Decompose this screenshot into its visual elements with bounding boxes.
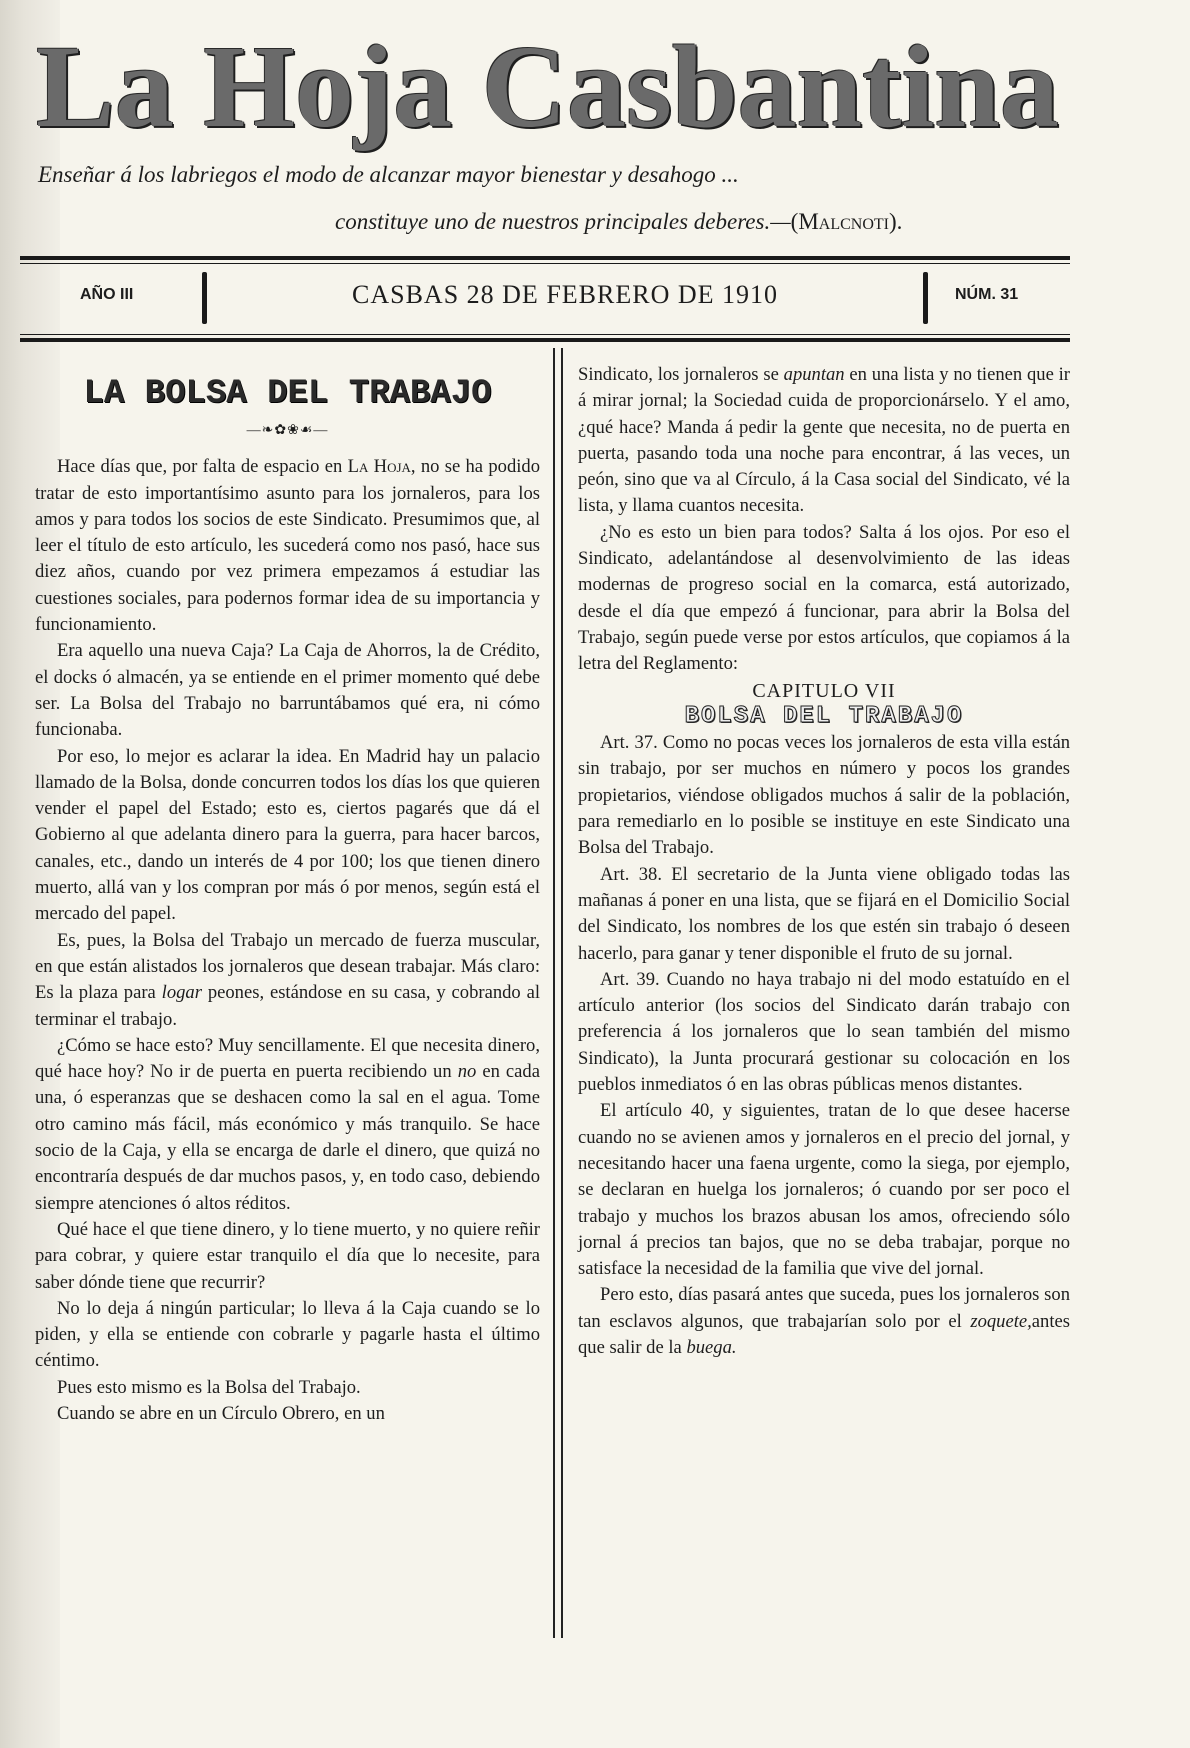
issue-year: AÑO III [80, 286, 134, 303]
paragraph: Era aquello una nueva Caja? La Caja de Ahorros, la de Crédito, el docks ó almacén, ya se entiende en el primer momento qué debe ser. La Bolsa del Trabajo no barruntábamos qué era, ni cómo funcionaba. [35, 640, 540, 741]
header-rule-top-thin [20, 263, 1070, 264]
paragraph-text: Sindicato, los jornaleros se [578, 364, 779, 385]
article-37: Art. 37. Como no pocas veces los jornaleros de esta villa están sin trabajo, por ser muchos en número y pocos los grandes propietarios, viéndose obligados muchos á salir de la población, para remediarlo en lo posible se instituye en este Sindicato una Bolsa del Trabajo. [578, 732, 1070, 859]
paragraph-text: Pero esto, días pasará antes que suceda, pues los jornaleros son tan esclavos algunos, que trabajarían solo por el [578, 1284, 1070, 1332]
dateline-divider-right [923, 272, 928, 324]
paragraph: El artículo 40, y siguientes, tratan de lo que desee hacerse cuando no se avienen amos y jornaleros en el precio del jornal, y necesitando hacer una faena urgente, como la siega, por ejemplo, se declaran en huelga los jornaleros; ó cuando por ser poco el trabajo y muchos los brazos abusan los amos, ofreciendo sólo jornal á precios tan bajos, que no se deba trabajar, porque no satisface la necesidad de la familia que vive del jornal. [578, 1100, 1070, 1280]
chapter-title: BOLSA DEL TRABAJO [684, 702, 964, 730]
issue-date: CASBAS 28 DE FEBRERO DE 1910 [352, 280, 778, 309]
newspaper-name-inline: La Hoja, [347, 456, 416, 478]
right-column [578, 362, 1070, 1361]
header-rule-top [20, 256, 1070, 260]
masthead-motto-line2 [335, 207, 1070, 237]
masthead-title: La Hoja Casbantina [36, 21, 1059, 152]
paragraph-text: Es, pues, la Bolsa del Trabajo un mercado de fuerza muscular, en que están alistados los jornaleros que desean trabajar. Más claro: Es la plaza para [35, 929, 540, 1004]
italic-word: no [457, 1061, 477, 1083]
paragraph: ¿No es esto un bien para todos? Salta á los ojos. Por eso el Sindicato, adelantándose al desenvolvimiento de las ideas modernas de progreso social en la comarca, está autorizado, desde el día que empezó á funcionar, para abrir la Bolsa del Trabajo, según puede verse por estos artículos, que copiamos á la letra del Reglamento: [578, 521, 1070, 675]
motto-line2-text: constituye uno de nuestros principales deberes.— [335, 209, 791, 234]
paragraph [578, 1282, 1070, 1361]
column-divider [553, 348, 563, 1638]
left-column [35, 370, 540, 1427]
motto-author: (Malcnoti). [790, 209, 903, 234]
masthead-motto-line1: Enseñar á los labriegos el modo de alcanzar mayor bienestar y desahogo ... [38, 162, 739, 187]
italic-word: apuntan [783, 364, 845, 385]
article-headline: LA BOLSA DEL TRABAJO [83, 375, 492, 413]
paragraph-text: Hace días que, por falta de espacio en [57, 456, 343, 478]
paragraph-text: no se ha podido tratar de esto importantísimo asunto para los jornaleros, para los amos y para todos los socios de este Sindicato. Presumimos que, al leer el título de esto artículo, les sucederá como nos pasó, hace sus diez años, cuando por vez primera empezamos á estudiar las cuestiones sociales, para podernos formar idea de su importancia y funcionamiento. [35, 456, 541, 636]
header-rule-bottom [20, 338, 1070, 342]
paragraph-text: en una lista y no tienen que ir á mirar jornal; la Sociedad cuida de proporcionárselo. Y el amo, ¿qué hace? Manda á pedir la gente que necesita, no de puerta en puerta, pasando toda una noche para encontrar, á las veces, un peón, sino que va al Círculo, á la Casa social del Sindicato, vé la lista, y llama cuantos necesita. [578, 364, 1070, 517]
paragraph [35, 1033, 540, 1217]
chapter-heading: CAPITULO VII [752, 679, 896, 702]
header-rule-bottom-thin [20, 334, 1070, 335]
paragraph: Cuando se abre en un Círculo Obrero, en un [57, 1402, 385, 1424]
paragraph-text: en cada una, ó esperanzas que se deshacen como la sal en el agua. Tome otro camino más fácil, más económico y más tranquilo. Se hace socio de la Caja, y ella se encarga de darle el dinero, que quizá no encontraría después de dar muchos pasos, y, en todo caso, debiendo siempre atenciones ó altos réditos. [35, 1061, 540, 1214]
paragraph: Pues esto mismo es la Bolsa del Trabajo. [57, 1376, 361, 1398]
paragraph [35, 928, 540, 1033]
paragraph: Qué hace el que tiene dinero, y lo tiene muerto, y no quiere reñir para cobrar, y quiere estar tranquilo el día que lo necesite, para saber dónde tiene que recurrir? [35, 1218, 540, 1293]
article-39: Art. 39. Cuando no haya trabajo ni del modo estatuído en el artículo anterior (los socios del Sindicato darán trabajo con preferencia á los jornaleros que lo sean también del mismo Sindicato), la Junta procurará gestionar su colocación en los pueblos inmediatos ó en las obras públicas menos distantes. [578, 968, 1070, 1096]
issue-number: NÚM. 31 [955, 286, 1019, 303]
paragraph [35, 454, 540, 638]
paragraph-text: ¿Cómo se hace esto? Muy sencillamente. El que necesita dinero, qué hace hoy? No ir de puerta en puerta recibiendo un [35, 1034, 540, 1083]
dateline-divider-left [202, 272, 207, 324]
article-38: Art. 38. El secretario de la Junta viene obligado todas las mañanas á poner en una lista, que se fijará en el Domicilio Social del Sindicato, los nombres de los que estén sin trabajo ó deseen hacerlo, para ganar y tener disponible el fruto de su jornal. [578, 863, 1070, 964]
ornament-divider: —❧✿❀☙— [246, 423, 329, 438]
paragraph: Por eso, lo mejor es aclarar la idea. En Madrid hay un palacio llamado de la Bolsa, donde concurren todos los días los que quieren vender el papel del Estado; esto es, ciertos pagarés que dá el Gobierno al que adelanta dinero para la guerra, para hacer barcos, canales, etc., dando un interés de 4 por 100; los que tienen dinero muerto, allá van y los compran por más ó por menos, según está el mercado del papel. [35, 745, 541, 925]
paragraph: No lo deja á ningún particular; lo lleva á la Caja cuando se lo piden, y ella se entiende con cobrarle y pagarle hasta el último céntimo. [35, 1297, 540, 1372]
paragraph-text: antes que salir de la [578, 1310, 1070, 1358]
italic-word: logar [161, 982, 202, 1004]
italic-word: zoquete, [970, 1310, 1032, 1332]
paragraph-text: peones, estándose en su casa, y cobrando al terminar el trabajo. [35, 982, 540, 1030]
paragraph [578, 362, 1070, 520]
italic-word: buega. [686, 1336, 737, 1358]
dateline [20, 268, 1070, 328]
